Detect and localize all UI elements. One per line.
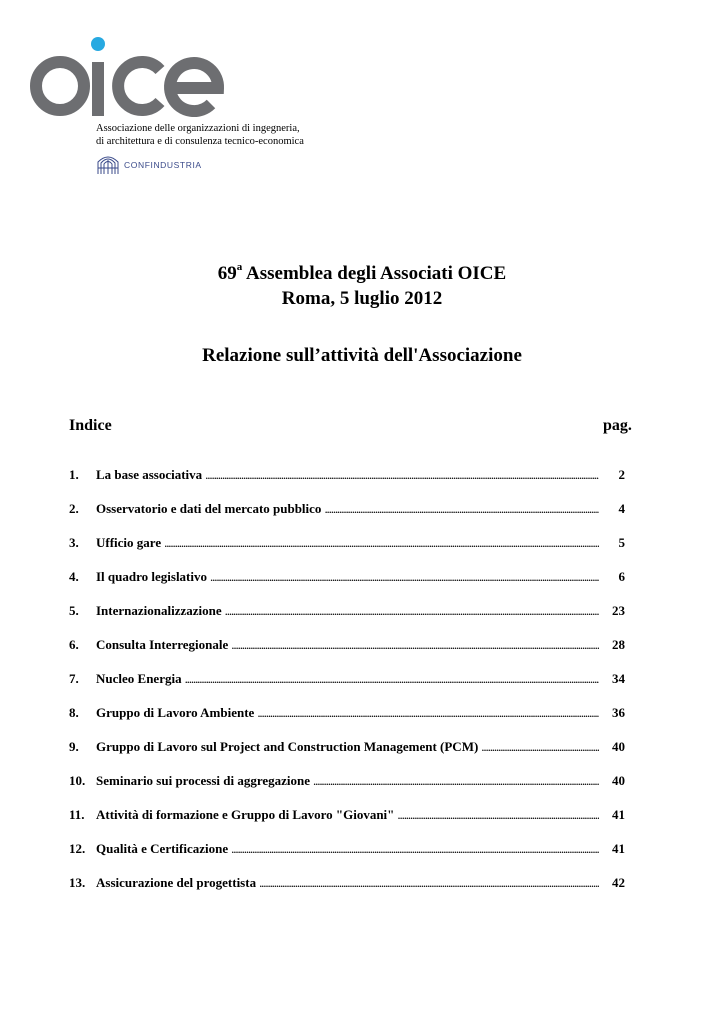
- toc-entry-page: 40: [612, 773, 625, 788]
- toc-entry: [69, 671, 625, 705]
- toc-leader-dots: [481, 739, 599, 755]
- toc-entry-number: 6.: [69, 637, 79, 652]
- assembly-title-rest: Assemblea degli Associati OICE: [242, 263, 507, 284]
- toc-leader-dots: [259, 875, 599, 891]
- toc-leader-dots: [324, 501, 599, 517]
- toc-leader-dots: [313, 773, 599, 789]
- toc-entry-number: 12.: [69, 841, 86, 856]
- toc-entry-page: 34: [612, 671, 625, 686]
- oice-logo-graphic: [28, 36, 228, 120]
- toc-entry-number: 9.: [69, 739, 79, 754]
- assembly-title: [0, 263, 724, 285]
- report-title: Relazione sull’attività dell'Associazione: [202, 345, 522, 366]
- toc-entry-number: 3.: [69, 535, 79, 550]
- toc-leader-dots: [231, 841, 599, 857]
- toc-entry-title: Il quadro legislativo: [96, 569, 208, 584]
- assembly-number: 69: [217, 263, 237, 284]
- toc-entry-number: 8.: [69, 705, 79, 720]
- toc-entry-page: 6: [618, 569, 625, 584]
- toc-entry-number: 1.: [69, 467, 79, 482]
- toc-entry-number: 2.: [69, 501, 79, 516]
- toc-entry: [69, 739, 625, 773]
- toc-entry-title: Attività di formazione e Gruppo di Lavoro "Giovani": [96, 807, 395, 822]
- toc-leader-dots: [164, 535, 599, 551]
- toc-entry: [69, 501, 625, 535]
- toc-leader-dots: [225, 603, 599, 619]
- toc-entry-page: 40: [612, 739, 625, 754]
- toc-entry: [69, 705, 625, 739]
- toc-entry-number: 5.: [69, 603, 79, 618]
- toc-entry-title: Osservatorio e dati del mercato pubblico: [96, 501, 322, 516]
- toc-entry-page: 5: [618, 535, 625, 550]
- toc-entry: [69, 467, 625, 501]
- oice-logo: [28, 36, 228, 120]
- toc-entry-title: La base associativa: [96, 467, 203, 482]
- toc-entry-page: 23: [612, 603, 625, 618]
- toc-entry: [69, 773, 625, 807]
- toc-entry-page: 28: [612, 637, 625, 652]
- toc-leader-dots: [205, 467, 599, 483]
- toc-entry-number: 11.: [69, 807, 85, 822]
- toc-entry-title: Internazionalizzazione: [96, 603, 222, 618]
- assembly-ordinal: a: [236, 261, 243, 273]
- toc-entry: [69, 535, 625, 569]
- toc-entry-number: 4.: [69, 569, 79, 584]
- toc-entry-title: Gruppo di Lavoro sul Project and Construction Management (PCM): [96, 739, 479, 754]
- toc-entry-title: Gruppo di Lavoro Ambiente: [96, 705, 255, 720]
- toc-entry-number: 10.: [69, 773, 86, 788]
- toc-entry-number: 13.: [69, 875, 86, 890]
- toc-leader-dots: [231, 637, 599, 653]
- toc-entry-title: Assicurazione del progettista: [96, 875, 257, 890]
- toc-leader-dots: [257, 705, 599, 721]
- toc-entry-page: 42: [612, 875, 625, 890]
- toc-entry-number: 7.: [69, 671, 79, 686]
- toc-entry-title: Qualità e Certificazione: [96, 841, 229, 856]
- confindustria-emblem-icon: [96, 154, 120, 176]
- page-column-heading: pag.: [603, 417, 632, 434]
- toc-entry: [69, 603, 625, 637]
- toc-entry-title: Nucleo Energia: [96, 671, 182, 686]
- toc-entry: [69, 569, 625, 603]
- index-heading: Indice: [69, 417, 112, 434]
- org-description-line-1: Associazione delle organizzazioni di ingegneria,: [96, 123, 300, 134]
- toc-leader-dots: [397, 807, 599, 823]
- toc-entry-page: 2: [618, 467, 625, 482]
- toc-entry: [69, 841, 625, 875]
- toc-entry-title: Consulta Interregionale: [96, 637, 229, 652]
- toc-entry-title: Ufficio gare: [96, 535, 162, 550]
- assembly-date: Roma, 5 luglio 2012: [281, 288, 443, 309]
- table-of-contents: [69, 467, 625, 909]
- toc-leader-dots: [210, 569, 599, 585]
- toc-leader-dots: [185, 671, 599, 687]
- toc-entry: [69, 807, 625, 841]
- toc-entry-page: 41: [612, 841, 625, 856]
- toc-entry-page: 36: [612, 705, 625, 720]
- toc-entry: [69, 637, 625, 671]
- confindustria-mark: [96, 151, 202, 179]
- toc-entry-page: 4: [618, 501, 625, 516]
- toc-entry-title: Seminario sui processi di aggregazione: [96, 773, 311, 788]
- toc-entry: [69, 875, 625, 909]
- toc-entry-page: 41: [612, 807, 625, 822]
- confindustria-label: CONFINDUSTRIA: [124, 160, 202, 170]
- org-description-line-2: di architettura e di consulenza tecnico-economica: [96, 136, 304, 147]
